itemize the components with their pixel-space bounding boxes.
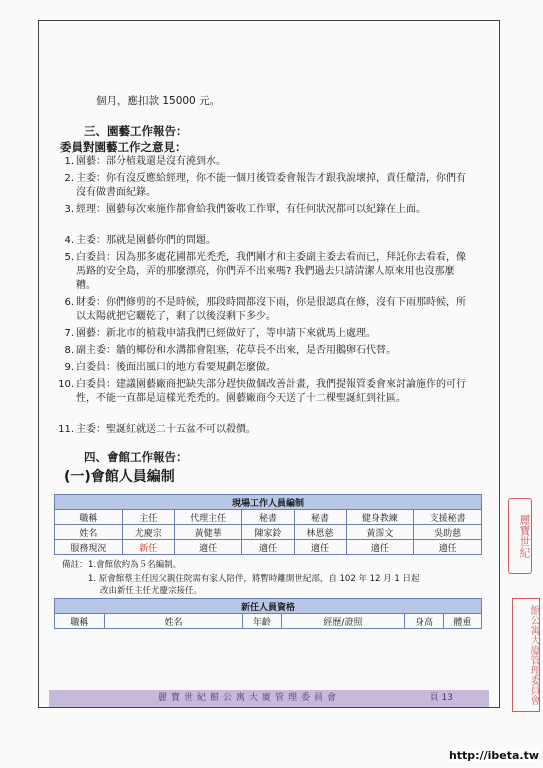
list-item: [50, 423, 470, 437]
list-item: [50, 327, 470, 341]
list-item: [50, 251, 470, 293]
table-cell: 服務現況: [55, 540, 123, 555]
new-staff-table-title: 新任人員資格: [55, 599, 482, 614]
item-number: 8.: [64, 345, 74, 356]
column-header: 身高: [405, 614, 443, 629]
section3-heading: 三、園藝工作報告：: [84, 124, 188, 138]
table-cell: 黃健華: [174, 525, 242, 540]
item-text: 白委員：因為那多處花圃都光禿禿，我們剛才和主委副主委去看而已，拜託你去看看，像馬路的安全島，弄的那麼漂亮，你們弄不出來嗎? 我們過去只請清潔人原來用也沒那麼糟。: [76, 252, 466, 291]
table-cell: 適任: [174, 540, 242, 555]
table-cell: 適任: [346, 540, 414, 555]
table-cell: 健身教練: [346, 510, 414, 525]
table-cell: 黃霈文: [346, 525, 414, 540]
list-item: [50, 172, 470, 200]
prev-paragraph-tail: 個月，應扣款 15000 元。: [96, 95, 221, 107]
list-item: [50, 203, 470, 231]
table-row: [55, 525, 482, 540]
section3-subheading: 委員對園藝工作之意見：: [60, 140, 187, 154]
table-cell: 代理主任: [174, 510, 242, 525]
column-header: 年齡: [243, 614, 281, 629]
item-text: 白委員：後面出風口的地方看要規劃怎麼做。: [76, 362, 276, 373]
notes-line: 1. 原會館蔡主任因父親住院需有家人陪伴，將暫時離開世紀部，自 102 年 12 月 1 日起: [88, 574, 420, 584]
staff-table: [54, 494, 482, 555]
notes-label: 備註：: [62, 560, 88, 570]
table-cell: 秘書: [294, 510, 346, 525]
column-header: 體重: [443, 614, 481, 629]
column-header: 姓名: [104, 614, 242, 629]
status-badge: 新任: [122, 540, 174, 555]
page-number: 頁 13: [429, 693, 453, 703]
item-number: 3.: [64, 204, 74, 215]
list-item: [50, 378, 470, 420]
table-cell: 秘書: [242, 510, 294, 525]
list-item: [50, 344, 470, 358]
item-number: 4.: [64, 235, 74, 246]
table-cell: 姓名: [55, 525, 123, 540]
notes-line: 改由新任主任尤慶宗接任。: [100, 586, 203, 596]
new-staff-table: [54, 598, 482, 629]
item-text: 主委：那就是園藝你們的問題。: [76, 235, 216, 246]
item-text: 經理：園藝每次來施作都會給我們簽收工作單，有任何狀況都可以紀錄在上面。: [76, 204, 426, 215]
table-cell: 適任: [414, 540, 482, 555]
seal-stamp: 麗寶世紀: [508, 498, 532, 574]
table-cell: 職稱: [55, 510, 123, 525]
notes-line: 1.會館依約為５名編制。: [88, 560, 182, 570]
table-cell: 陳家鈴: [242, 525, 294, 540]
staff-table-title: 現場工作人員編制: [55, 495, 482, 510]
item-number: 11.: [58, 424, 74, 435]
footer-title: 麗寶世紀館公寓大廈管理委員會: [157, 693, 340, 703]
table-cell: 吳助慈: [414, 525, 482, 540]
item-text: 白委員：建議園藝廠商把缺失部分趕快做個改善計畫，我們提報管委會來討論施作的可行性，不能一直都是這樣光禿禿的。園藝廠商今天送了十二棵聖誕紅到社區。: [76, 379, 466, 404]
item-number: 2.: [64, 173, 74, 184]
seal-stamp: 館公寓大廈管理委員會: [512, 598, 540, 712]
table-cell: 尤慶宗: [122, 525, 174, 540]
list-item: [50, 234, 470, 248]
item-text: 主委：聖誕紅就送二十五盆不可以殺價。: [76, 424, 256, 435]
table-cell: 適任: [294, 540, 346, 555]
page-footer: [49, 690, 489, 707]
site-watermark: http://ibeta.tw: [448, 749, 539, 762]
table-cell: 適任: [242, 540, 294, 555]
item-number: 7.: [64, 328, 74, 339]
item-text: 財委：你們修剪的不是時候，那段時間都沒下雨，你是很認真在修，沒有下雨那時候，所以太陽就把它曬乾了，剩了以後沒剩下多少。: [76, 297, 466, 322]
section4-heading: 四、會館工作報告：: [84, 450, 188, 464]
item-text: 主委：你有沒反應給經理，你不能一個月後管委會報告才跟我說壞掉，責任釐清，你們有沒有做書面紀錄。: [76, 173, 466, 198]
list-item: [50, 296, 470, 324]
item-number: 6.: [64, 297, 74, 308]
table-row: [55, 614, 482, 629]
table-cell: 林恩慈: [294, 525, 346, 540]
table-row: [55, 540, 482, 555]
table-row: [55, 510, 482, 525]
item-number: 9.: [64, 362, 74, 373]
column-header: 職稱: [55, 614, 105, 629]
table-cell: 主任: [122, 510, 174, 525]
item-text: 園藝：部分植栽還是沒有澆到水。: [76, 156, 226, 167]
column-header: 經歷/證照: [281, 614, 405, 629]
section4-subheading: (一)會館人員編制: [64, 469, 175, 485]
list-item: [50, 361, 470, 375]
table-cell: 支援秘書: [414, 510, 482, 525]
item-number: 10.: [58, 379, 74, 390]
item-number: 1.: [64, 156, 74, 167]
item-text: 園藝：新北市的植栽申請我們已經做好了，等申請下來就馬上處理。: [76, 328, 376, 339]
list-item: [50, 155, 470, 169]
item-text: 副主委：牆的椰份和水溝都會阻塞，花草長不出來，是否用鵝卵石代替。: [76, 345, 396, 356]
item-number: 5.: [64, 252, 74, 263]
